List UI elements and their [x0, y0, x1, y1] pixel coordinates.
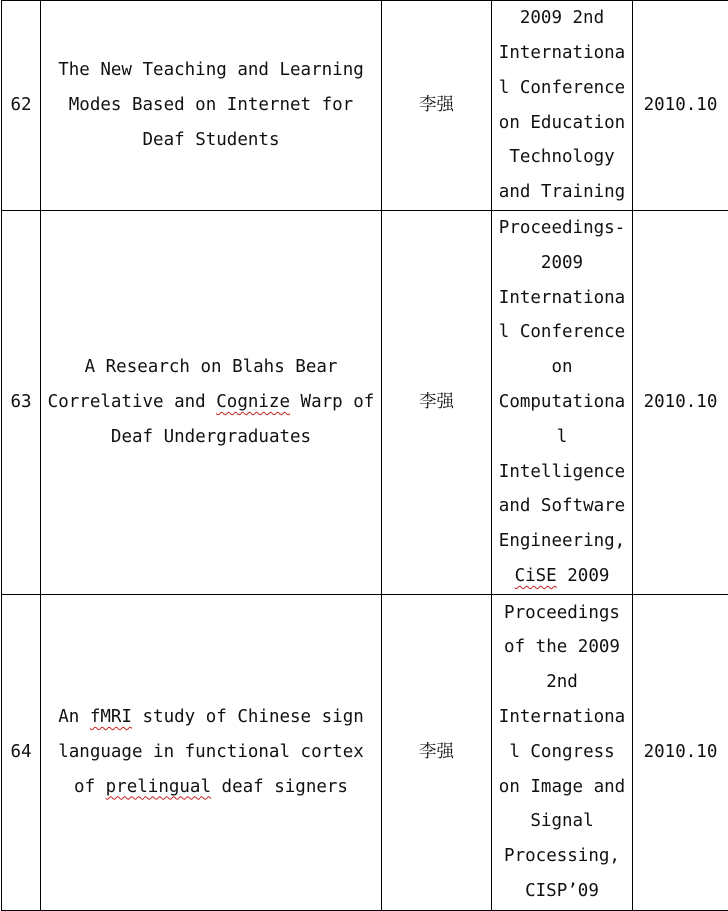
author: 李强 [382, 1, 492, 211]
row-number: 63 [2, 211, 41, 595]
author: 李强 [382, 211, 492, 595]
spellcheck-word: Cognize [216, 392, 290, 412]
title-text: Warp of Deaf Undergraduates [111, 392, 374, 447]
venue-text: Proceedings-2009 International Conference on Computational Intelligence and Software Engineering, [499, 218, 625, 551]
spellcheck-word: CiSE [515, 566, 557, 586]
row-number: 64 [2, 594, 41, 910]
venue: 2009 2nd International Conference on Education Technology and Training [492, 1, 633, 211]
spellcheck-word: fMRI [90, 707, 132, 727]
publication-date: 2010.10 [633, 594, 728, 910]
paper-title [41, 211, 382, 595]
publication-date: 2010.10 [633, 1, 728, 211]
title-text: An [58, 707, 90, 727]
table-row [2, 1, 728, 211]
venue-text: 2009 [557, 566, 610, 586]
title-text: study of Chinese sign language in functional cortex of [58, 707, 364, 797]
author: 李强 [382, 594, 492, 910]
venue: Proceedings of the 2009 2nd International Congress on Image and Signal Processing, CISP’09 [492, 594, 633, 910]
table-row [2, 211, 728, 595]
publication-table [1, 0, 728, 911]
title-text: deaf signers [211, 777, 348, 797]
table-row [2, 594, 728, 910]
venue [492, 211, 633, 595]
publication-date: 2010.10 [633, 211, 728, 595]
paper-title [41, 594, 382, 910]
title-text: A Research on Blahs Bear Correlative and [48, 357, 338, 412]
row-number: 62 [2, 1, 41, 211]
paper-title: The New Teaching and Learning Modes Based on Internet for Deaf Students [41, 1, 382, 211]
spellcheck-word: prelingual [106, 777, 211, 797]
